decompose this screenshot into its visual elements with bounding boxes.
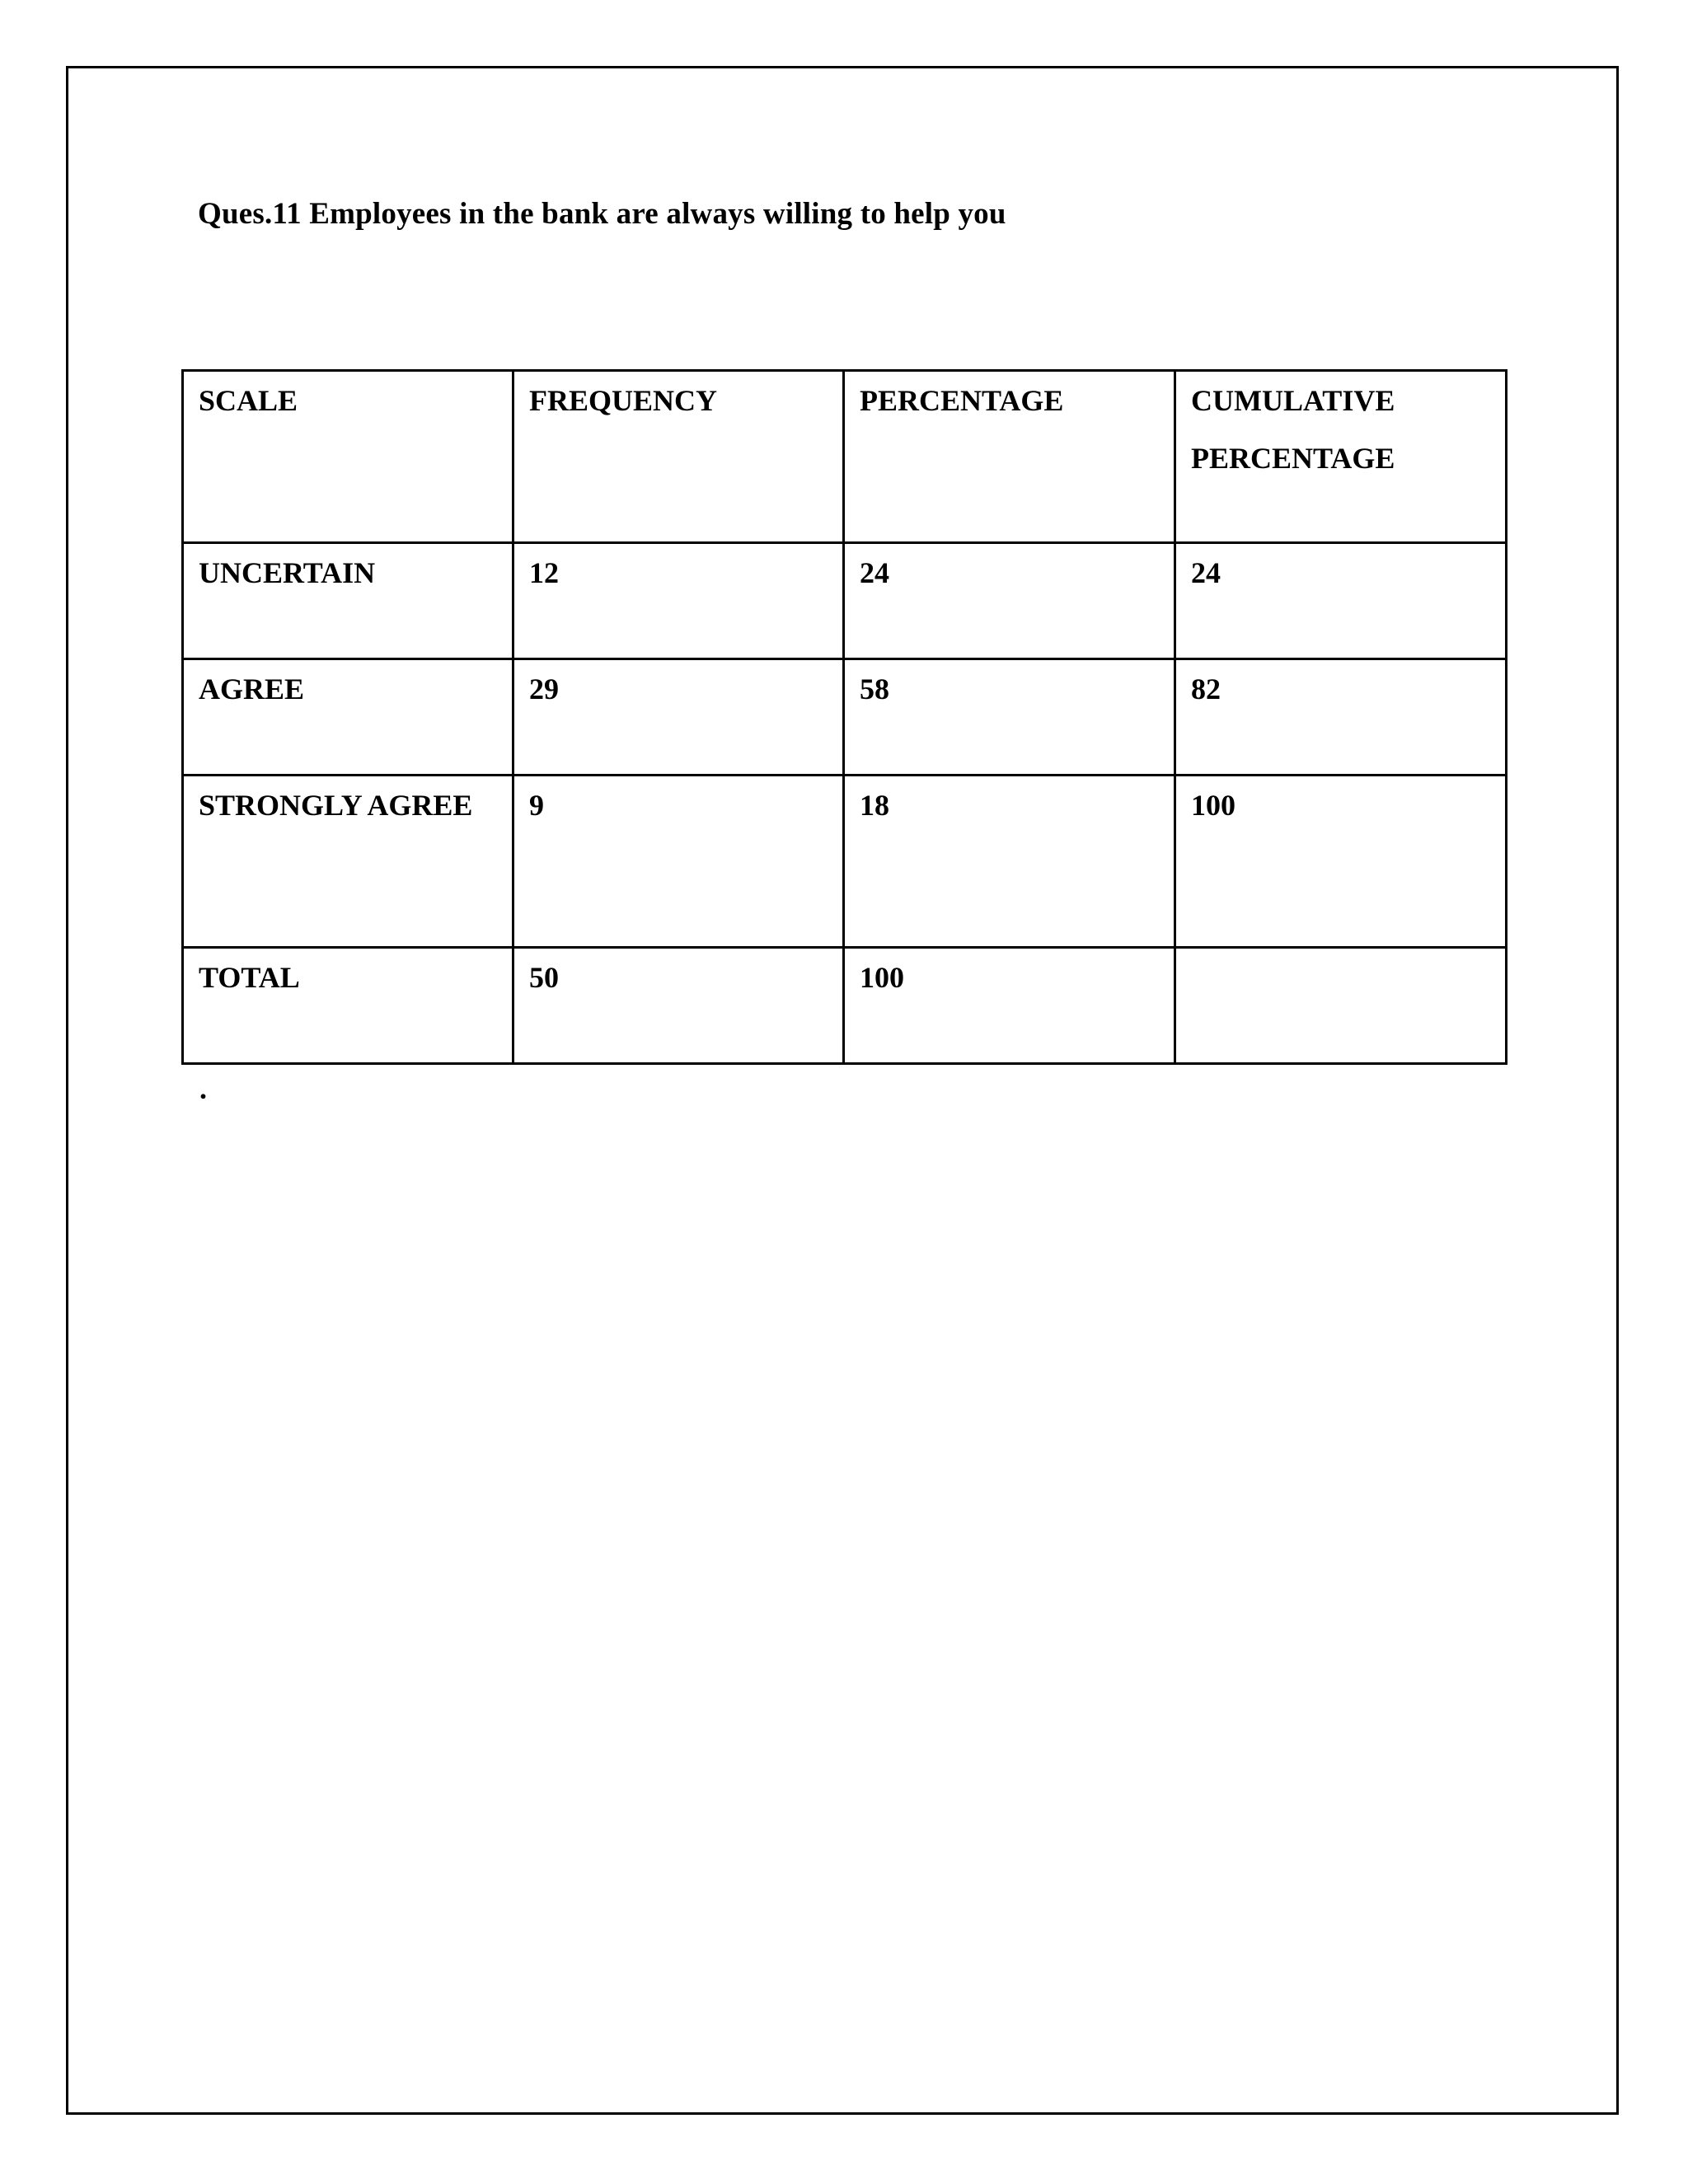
header-cell: CUMULATIVE PERCENTAGE — [1175, 371, 1507, 543]
table-cell: 50 — [513, 948, 844, 1064]
table-cell: 12 — [513, 543, 844, 659]
table-cell: 100 — [844, 948, 1175, 1064]
table-row — [183, 659, 1507, 776]
table-header-row — [183, 371, 1507, 543]
table-cell: TOTAL — [183, 948, 513, 1064]
table-row — [183, 776, 1507, 948]
table-cell: 9 — [513, 776, 844, 948]
table-cell: UNCERTAIN — [183, 543, 513, 659]
table-cell: 29 — [513, 659, 844, 776]
table-cell: 24 — [844, 543, 1175, 659]
table-cell: 100 — [1175, 776, 1507, 948]
table-cell: STRONGLY AGREE — [183, 776, 513, 948]
table-cell: 82 — [1175, 659, 1507, 776]
table-row — [183, 948, 1507, 1064]
table-row — [183, 543, 1507, 659]
trailing-mark: . — [199, 1072, 207, 1105]
table-cell — [1175, 948, 1507, 1064]
header-cell: FREQUENCY — [513, 371, 844, 543]
table-cell: 18 — [844, 776, 1175, 948]
header-cell: SCALE — [183, 371, 513, 543]
table-cell: 24 — [1175, 543, 1507, 659]
frequency-table — [181, 369, 1507, 1065]
question-heading: Ques.11 Employees in the bank are always willing to help you — [198, 197, 1006, 231]
table-cell: 58 — [844, 659, 1175, 776]
header-cell: PERCENTAGE — [844, 371, 1175, 543]
table-cell: AGREE — [183, 659, 513, 776]
